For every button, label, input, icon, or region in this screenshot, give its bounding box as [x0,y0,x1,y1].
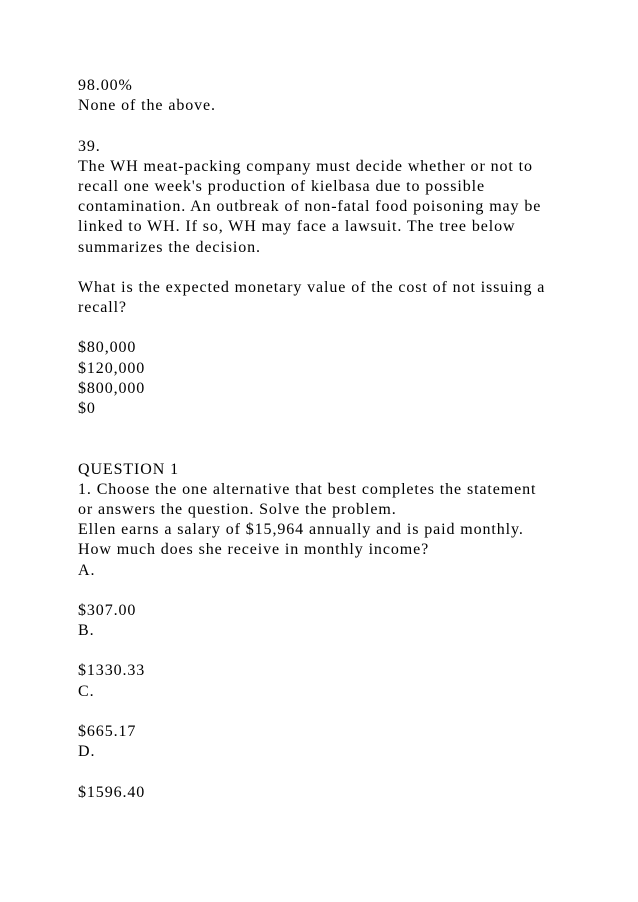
question-number-39: 39. [78,137,101,155]
blank-line [78,762,578,782]
option-value-a: $307.00 [78,601,137,619]
answer-option: $0 [78,400,96,417]
blank-line [78,439,578,459]
option-label-b: B. [78,622,95,640]
option-label-c: C. [78,682,95,700]
question-39-text: recall one week's production of kielbasa due to possible [78,177,485,195]
option-label-d: D. [78,743,96,761]
question-39-text: linked to WH. If so, WH may face a lawsuit. The tree below [78,218,516,236]
option-value-d: $1596.40 [78,783,146,801]
blank-line [78,702,578,722]
answer-option: $80,000 [78,339,137,357]
answer-option: $800,000 [78,379,146,397]
question-1-instructions: or answers the question. Solve the problem. [78,500,397,518]
question-1-instructions: 1. Choose the one alternative that best completes the statement [78,480,537,498]
blank-line [78,116,578,136]
document-text [78,76,578,803]
question-39-text: summarizes the decision. [78,238,261,256]
blank-line [78,419,578,439]
option-98-percent: 98.00% [78,77,133,94]
question-39-text: The WH meat-packing company must decide whether or not to [78,157,533,175]
option-value-b: $1330.33 [78,662,146,680]
question-1-text: Ellen earns a salary of $15,964 annually and is paid monthly. [78,521,524,539]
blank-line [78,641,578,661]
question-39-prompt: What is the expected monetary value of the cost of not issuing a [78,278,546,296]
question-39-prompt: recall? [78,299,127,317]
blank-line [78,581,578,601]
question-39-text: contamination. An outbreak of non-fatal food poisoning may be [78,198,542,216]
question-1-text: How much does she receive in monthly income? [78,541,430,559]
option-value-c: $665.17 [78,723,137,740]
question-1-heading: QUESTION 1 [78,460,179,478]
option-none-of-the-above: None of the above. [78,97,216,115]
answer-option: $120,000 [78,359,146,377]
blank-line [78,258,578,278]
blank-line [78,318,578,338]
option-label-a: A. [78,561,96,579]
